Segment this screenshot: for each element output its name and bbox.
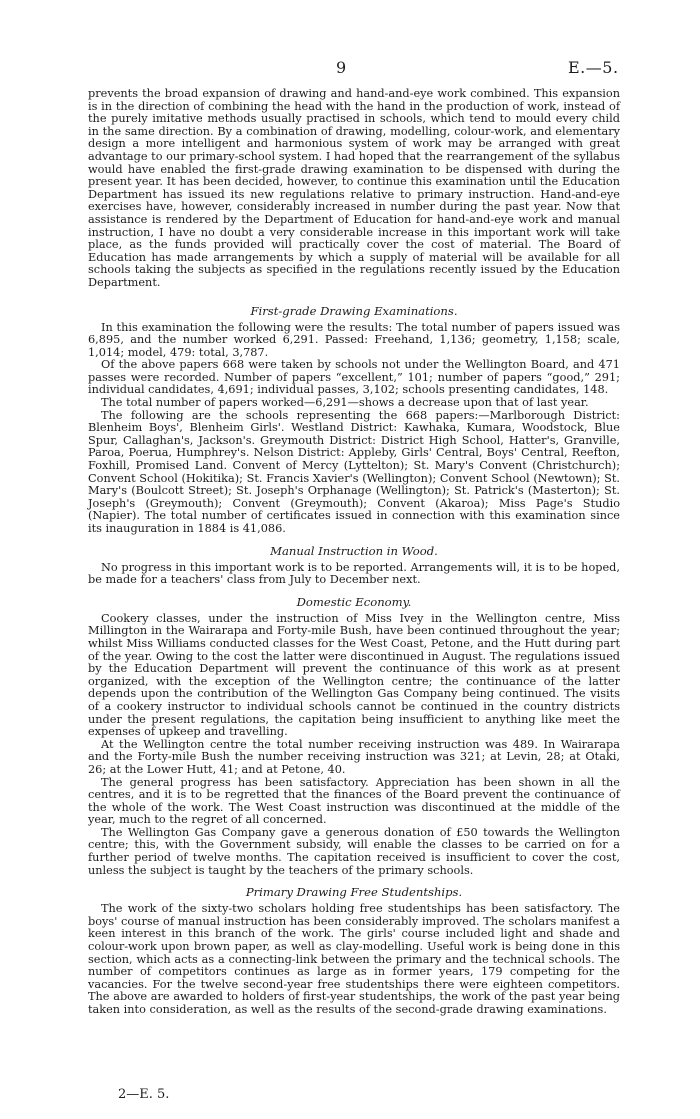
section-heading-manual-instruction: Manual Instruction in Wood. (270, 543, 438, 558)
document-body (88, 88, 620, 1017)
paragraph: The Wellington Gas Company gave a generous donation of £50 towards the Wellington centre; this, with the Government subsidy, will enable the classes to be carried on for a further period of twelve months. The capitation received is insufficient to cover the cost, unless the subject is taught by the teachers of the primary schools. (88, 825, 620, 877)
signature-mark: 2—E. 5. (118, 1087, 170, 1102)
document-reference: E.—5. (568, 58, 619, 77)
paragraph: At the Wellington centre the total number receiving instruction was 489. In Wairarapa and the Forty-mile Bush the number receiving instruction was 321; at Levin, 28; at Otaki, 26; at the Lower Hutt, 41; and at Petone, 40. (88, 737, 620, 776)
paragraph: No progress in this important work is to be reported. Arrangements will, it is to be hoped, be made for a teachers' class from July to December next. (88, 560, 620, 587)
paragraph: The following are the schools representing the 668 papers:—Marlborough District: Blenheim Boys', Blenheim Girls'. Westland District: Kawhaka, Kumara, Woodstock, Blue Spur, Callaghan's, Jackson's. Greymouth District: District High School, Hatter's, Granville, Paroa, Poerua, Humphrey's. Nelson District: Appleby, Girls' Central, Boys' Central, Reefton, Foxhill, Promised Land. Convent of Mercy (Lyttelton); St. Mary's Convent (Christchurch); Convent School (Hokitika); St. Francis Xavier's (Wellington); Convent School (Newtown); St. Mary's (Boulcott Street); St. Joseph's Orphanage (Wellington); St. Patrick's (Masterton); St. Joseph's (Greymouth); Convent (Greymouth); Convent (Akaroa); Miss Page's Studio (Napier). The total number of certificates issued in connection with this examination since its inauguration in 1884 is 41,086. (88, 408, 620, 535)
paragraph: The general progress has been satisfactory. Appreciation has been shown in all the centres, and it is to be regretted that the finances of the Board prevent the continuance of the whole of the work. The West Coast instruction was discontinued at the middle of the year, much to the regret of all concerned. (88, 775, 620, 827)
page-header (0, 58, 700, 78)
paragraph: The total number of papers worked—6,291—shows a decrease upon that of last year. (101, 396, 589, 410)
paragraph: In this examination the following were the results: The total number of papers issued was 6,895, and the number worked 6,291. Passed: Freehand, 1,136; geometry, 1,158; scale, 1,014; model, 479: total, 3,787. (88, 320, 620, 359)
section-heading-first-grade: First-grade Drawing Examinations. (250, 303, 458, 318)
intro-paragraph: prevents the broad expansion of drawing and hand-and-eye work combined. This expansion is in the direction of combining the head with the hand in the production of work, instead of the purely imitative methods usually practised in schools, which tend to mould every child in the same direction. By a combination of drawing, modelling, colour-work, and elementary design a more intelligent and harmonious system of work may be arranged with great advantage to our primary-school system. I had hoped that the rearrangement of the syllabus would have enabled the first-grade drawing examination to be dispensed with during the present year. It has been decided, however, to continue this examination until the Education Department has issued its new regulations relative to primary instruction. Hand-and-eye exercises have, however, considerably increased in number during the past year. Now that assistance is rendered by the Department of Education for hand-and-eye work and manual instruction, I have no doubt a very considerable increase in this important work will take place, as the funds provided will practically cover the cost of material. The Board of Education has made arrangements by which a supply of material will be available for all schools taking the subjects as specified in the regulations recently issued by the Education Department. (88, 87, 620, 289)
section-heading-free-studentships: Primary Drawing Free Studentships. (245, 885, 463, 900)
page-number: 9 (336, 58, 347, 77)
paragraph: Of the above papers 668 were taken by schools not under the Wellington Board, and 471 passes were recorded. Number of papers “excellent,” 101; number of papers “good,” 291; individual candidates, 4,691; individual passes, 3,102; schools presenting candidates, 148. (88, 358, 620, 397)
paragraph: Cookery classes, under the instruction of Miss Ivey in the Wellington centre, Miss Millington in the Wairarapa and Forty-mile Bush, have been continued throughout the year; whilst Miss Williams conducted classes for the West Coast, Petone, and the Hutt during part of the year. Owing to the cost the latter were discontinued in August. The regulations issued by the Education Department will prevent the continuance of this work as at present organized, with the exception of the Wellington centre; the continuance of the latter depends upon the contribution of the Wellington Gas Company being continued. The visits of a cookery instructor to individual schools cannot be continued in the country districts under the present regulations, the capitation being insufficient to anything like meet the expenses of upkeep and travelling. (88, 611, 620, 739)
section-heading-domestic-economy: Domestic Economy. (296, 594, 412, 609)
paragraph: The work of the sixty-two scholars holding free studentships has been satisfactory. The boys' course of manual instruction has been considerably improved. The scholars manifest a keen interest in this branch of the work. The girls' course included light and shade and colour-work upon brown paper, as well as clay-modelling. Useful work is being done in this section, which acts as a connecting-link between the primary and the technical schools. The number of competitors continues as large as in former years, 179 competing for the vacancies. For the twelve second-year free studentships there were eighteen competitors. The above are awarded to holders of first-year studentships, the work of the past year being taken into consideration, as well as the results of the second-grade drawing examinations. (88, 902, 620, 1016)
